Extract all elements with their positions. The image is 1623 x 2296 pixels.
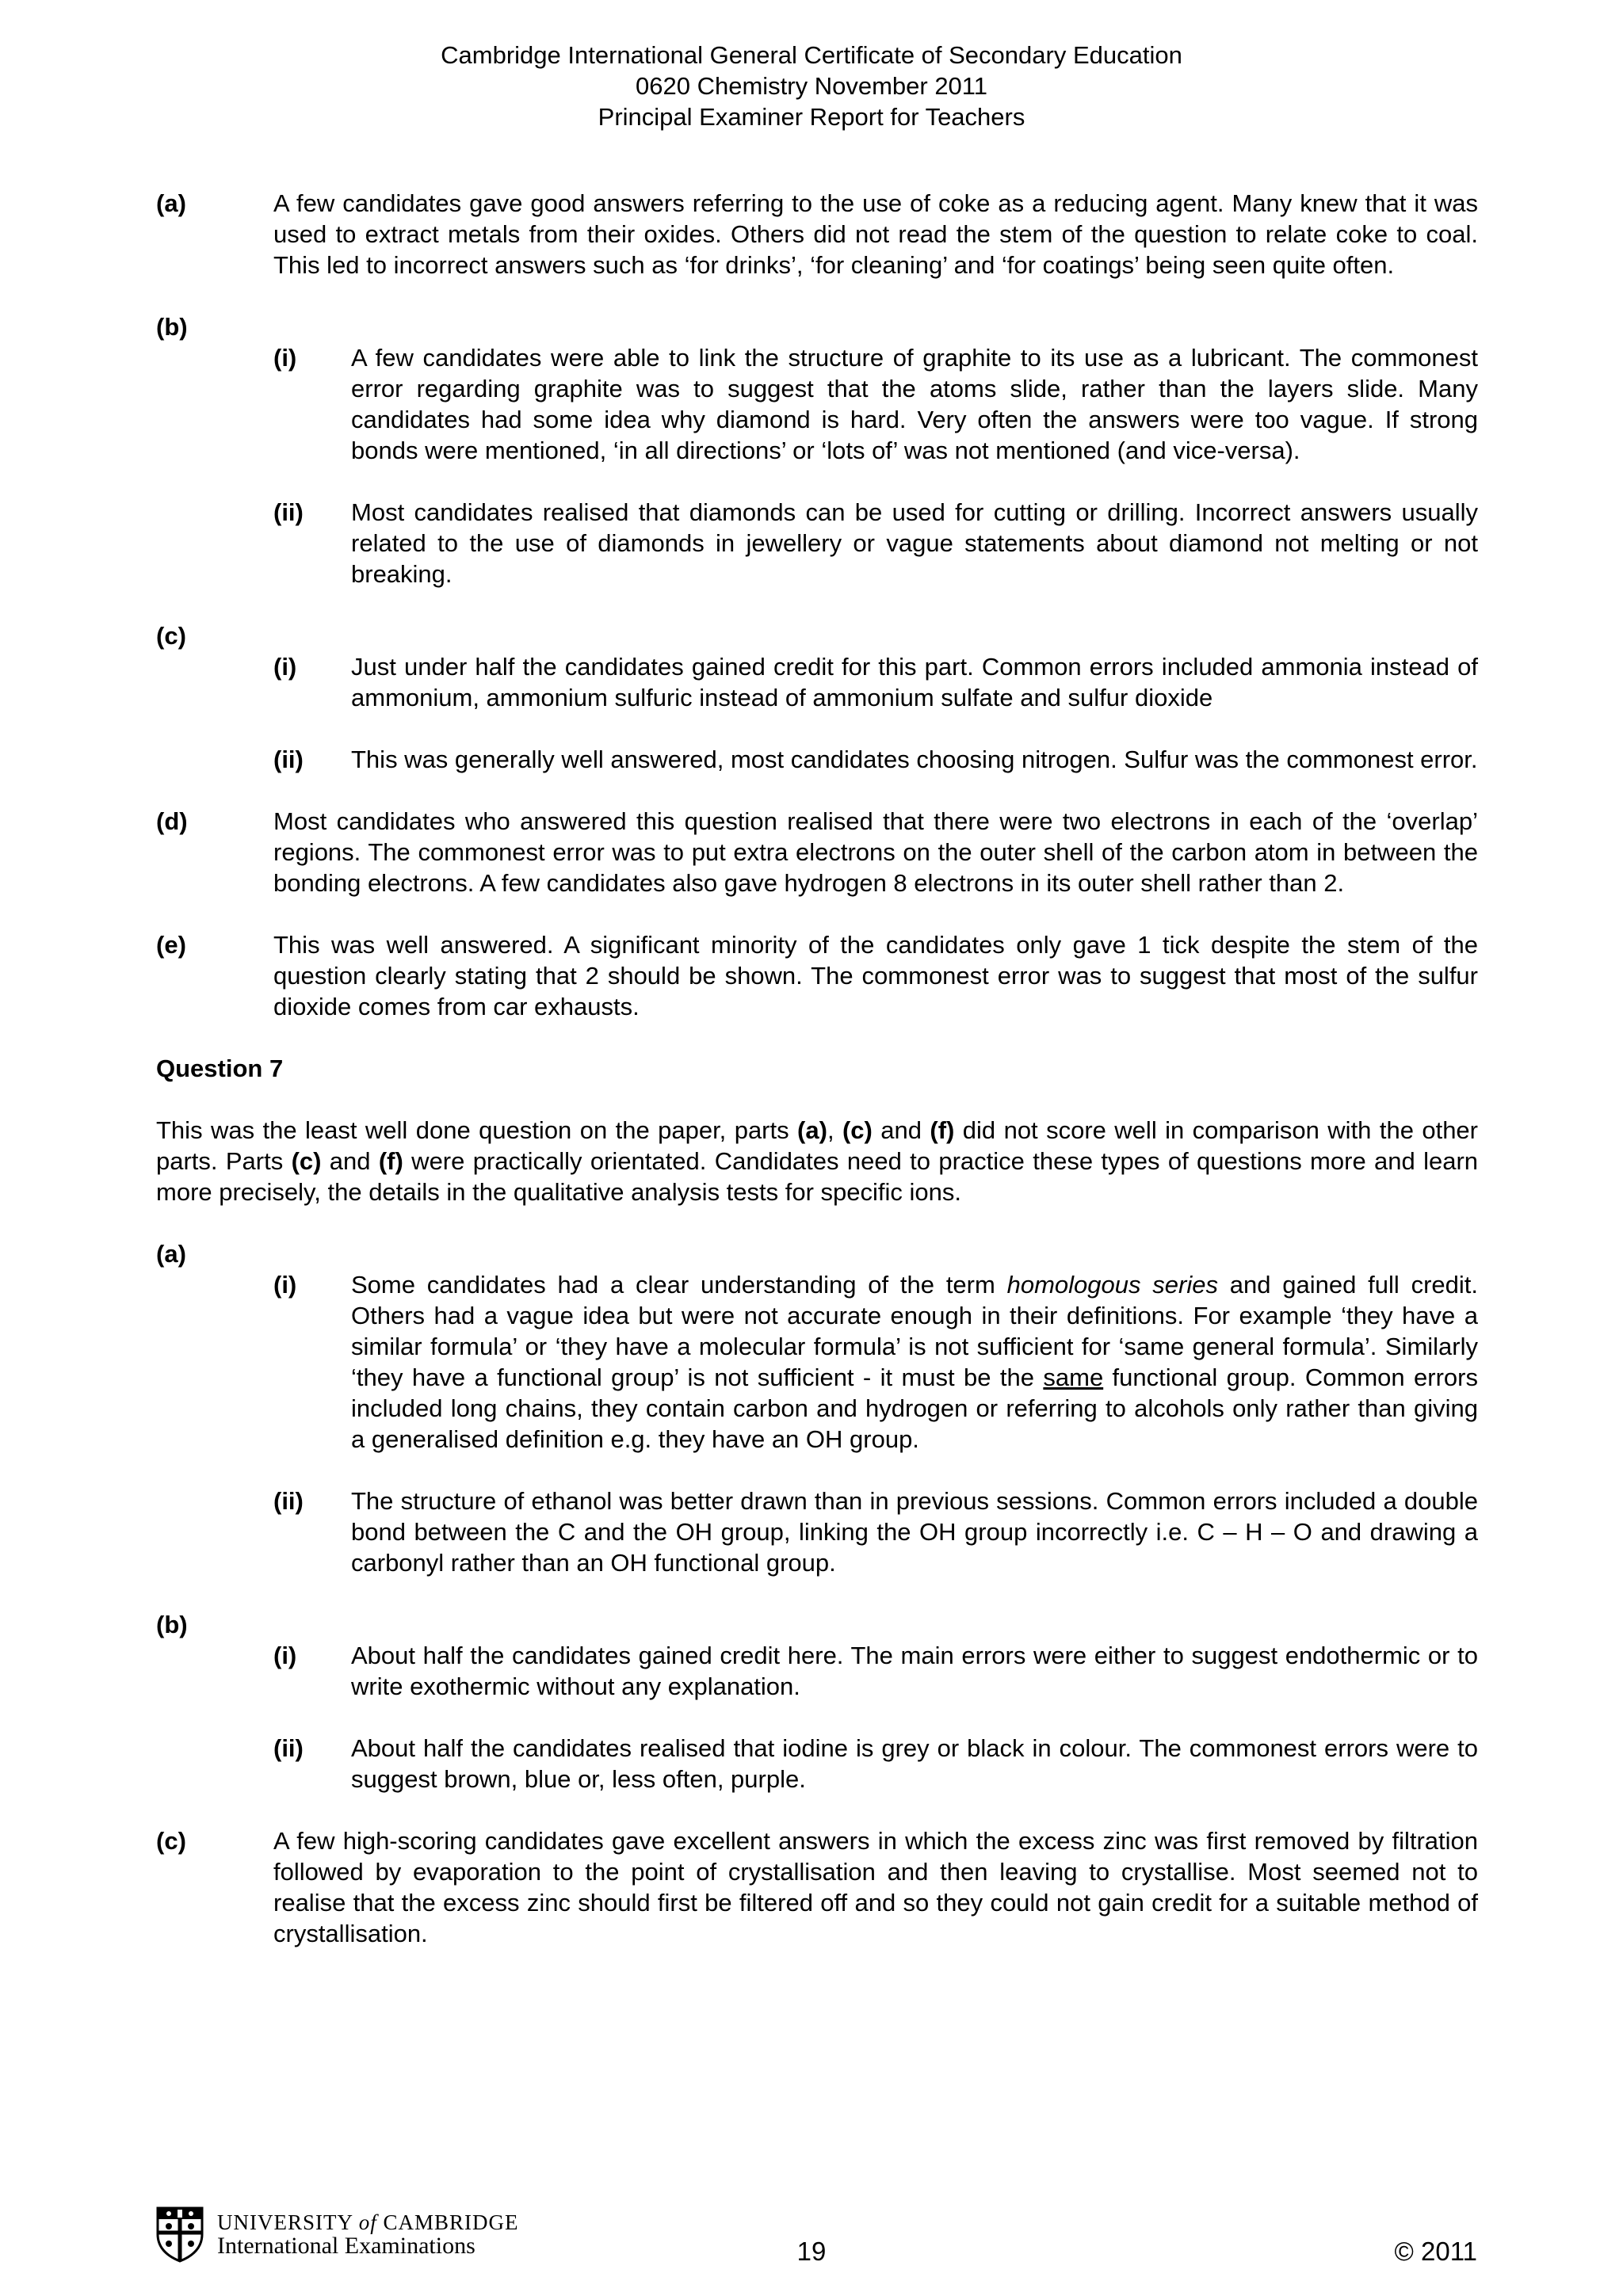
intro-text: did not score well in comparison with the other parts. Parts xyxy=(156,1116,1478,1175)
q6-part-c-i xyxy=(273,651,1478,713)
subpart-label: (i) xyxy=(273,344,297,372)
header-line-3: Principal Examiner Report for Teachers xyxy=(598,103,1025,131)
intro-part-ref: (f) xyxy=(930,1116,955,1144)
subpart-label: (ii) xyxy=(273,1487,304,1515)
intro-text: and xyxy=(872,1116,930,1144)
q6-part-e xyxy=(156,929,1478,1022)
part-label: (c) xyxy=(156,1827,186,1855)
subpart-text: About half the candidates gained credit here. The main errors were either to suggest endothermic or to write exothermic without any explanation. xyxy=(351,1642,1478,1700)
logo-word: of xyxy=(358,2210,377,2234)
text-run: functional group. Common errors included long chains, they contain carbon and hydrogen or referring to alcohols only rather than giving a generalised definition e.g. they have an OH group. xyxy=(351,1363,1478,1453)
page-header xyxy=(0,40,1623,132)
subpart-label: (i) xyxy=(273,1642,297,1669)
intro-part-ref: (c) xyxy=(842,1116,873,1144)
logo-subtitle: International Examinations xyxy=(217,2233,475,2259)
q7-part-a-ii xyxy=(273,1486,1478,1578)
subpart-text: The structure of ethanol was better drawn than in previous sessions. Common errors included a double bond between the C and the OH group, linking the OH group incorrectly i.e. C – H – O and drawing a carbonyl rather than an OH functional group. xyxy=(351,1487,1478,1577)
intro-text: , xyxy=(827,1116,842,1144)
intro-text: This was the least well done question on the paper, parts xyxy=(156,1116,798,1144)
question-heading: Question 7 xyxy=(156,1055,284,1082)
text-run: Some candidates had a clear understanding of the term xyxy=(351,1271,1007,1299)
underlined-word: same xyxy=(1043,1363,1104,1391)
subpart-label: (ii) xyxy=(273,1734,304,1762)
subpart-label: (i) xyxy=(273,1271,297,1299)
part-label: (d) xyxy=(156,807,188,835)
text-run: and gained full credit. Others had a vague idea but were not accurate enough in their definitions. For example ‘they have a similar formula’ or ‘they have a molecular formula’ is not sufficient for ‘same general formula’. Similarly ‘they have a functional group’ is not sufficient - it must be the xyxy=(351,1271,1478,1391)
q6-part-b-i xyxy=(273,342,1478,466)
intro-part-ref: (c) xyxy=(291,1147,322,1175)
intro-text: and xyxy=(321,1147,379,1175)
header-line-2: 0620 Chemistry November 2011 xyxy=(636,72,987,100)
italic-term: homologous series xyxy=(1006,1271,1218,1299)
logo-word: CAMBRIDGE xyxy=(383,2210,519,2234)
part-label: (b) xyxy=(156,313,188,341)
part-label: (a) xyxy=(156,189,186,217)
part-text: A few candidates gave good answers referring to the use of coke as a reducing agent. Many knew that it was used to extract metals from their oxides. Others did not read the stem of the question to relate coke to coal. This led to incorrect answers such as ‘for drinks’, ‘for cleaning’ and ‘for coatings’ being seen quite often. xyxy=(273,189,1478,279)
part-text: A few high-scoring candidates gave excellent answers in which the excess zinc was first removed by filtration followed by evaporation to the point of crystallisation and then leaving to crystallise. Most seemed not to realise that the excess zinc should first be filtered off and so they could not gain credit for a suitable method of crystallisation. xyxy=(273,1827,1478,1947)
subpart-text: A few candidates were able to link the structure of graphite to its use as a lubricant. The commonest error regarding graphite was to suggest that the atoms slide, rather than the layers slide. Many candidates had some idea why diamond is hard. Very often the answers were too vague. If strong bonds were mentioned, ‘in all directions’ or ‘lots of’ was not mentioned (and vice-versa). xyxy=(351,344,1478,464)
subpart-text xyxy=(351,1269,1478,1455)
intro-text: were practically orientated. Candidates need to practice these types of questions more and learn more precisely, the details in the qualitative analysis tests for specific ions. xyxy=(156,1147,1479,1206)
q7-intro xyxy=(156,1115,1478,1207)
q7-part-b xyxy=(156,1609,1478,1794)
part-text: Most candidates who answered this question realised that there were two electrons in each of the ‘overlap’ regions. The commonest error was to put extra electrons on the outer shell of the carbon atom in between the bonding electrons. A few candidates also gave hydrogen 8 electrons in its outer shell rather than 2. xyxy=(273,807,1478,897)
part-label: (a) xyxy=(156,1240,186,1268)
q6-part-a xyxy=(156,188,1478,280)
subpart-text: This was generally well answered, most candidates choosing nitrogen. Sulfur was the commonest error. xyxy=(351,746,1478,773)
page-number: 19 xyxy=(796,2237,827,2266)
q6-part-c xyxy=(156,620,1478,775)
intro-part-ref: (a) xyxy=(797,1116,827,1144)
subpart-label: (ii) xyxy=(273,746,304,773)
part-label: (e) xyxy=(156,931,186,959)
q6-part-c-ii xyxy=(273,744,1478,775)
subpart-label: (ii) xyxy=(273,498,304,526)
part-text: This was well answered. A significant minority of the candidates only gave 1 tick despite the stem of the question clearly stating that 2 should be shown. The commonest error was to suggest that most of the sulfur dioxide comes from car exhausts. xyxy=(273,931,1478,1020)
header-line-1: Cambridge International General Certificate of Secondary Education xyxy=(441,41,1182,69)
intro-part-ref: (f) xyxy=(378,1147,403,1175)
subpart-text: About half the candidates realised that iodine is grey or black in colour. The commonest errors were to suggest brown, blue or, less often, purple. xyxy=(351,1734,1478,1793)
q7-part-c xyxy=(156,1825,1478,1949)
part-label: (b) xyxy=(156,1611,188,1638)
q7-part-b-i xyxy=(273,1640,1478,1702)
subpart-text: Just under half the candidates gained credit for this part. Common errors included ammonia instead of ammonium, ammonium sulfuric instead of ammonium sulfate and sulfur dioxide xyxy=(351,653,1478,711)
q7-part-b-ii xyxy=(273,1733,1478,1794)
subpart-label: (i) xyxy=(273,653,297,681)
q7-part-a-i xyxy=(273,1269,1478,1455)
q6-part-b-ii xyxy=(273,497,1478,589)
report-body xyxy=(156,188,1478,1980)
q6-part-d xyxy=(156,806,1478,898)
q7-part-a xyxy=(156,1238,1478,1578)
logo-word: UNIVERSITY xyxy=(217,2210,353,2234)
q6-part-b xyxy=(156,311,1478,589)
subpart-text: Most candidates realised that diamonds can be used for cutting or drilling. Incorrect answers usually related to the use of diamonds in jewellery or vague statements about diamond not melting or not breaking. xyxy=(351,498,1478,588)
copyright: © 2011 xyxy=(1394,2237,1477,2266)
part-label: (c) xyxy=(156,622,186,650)
